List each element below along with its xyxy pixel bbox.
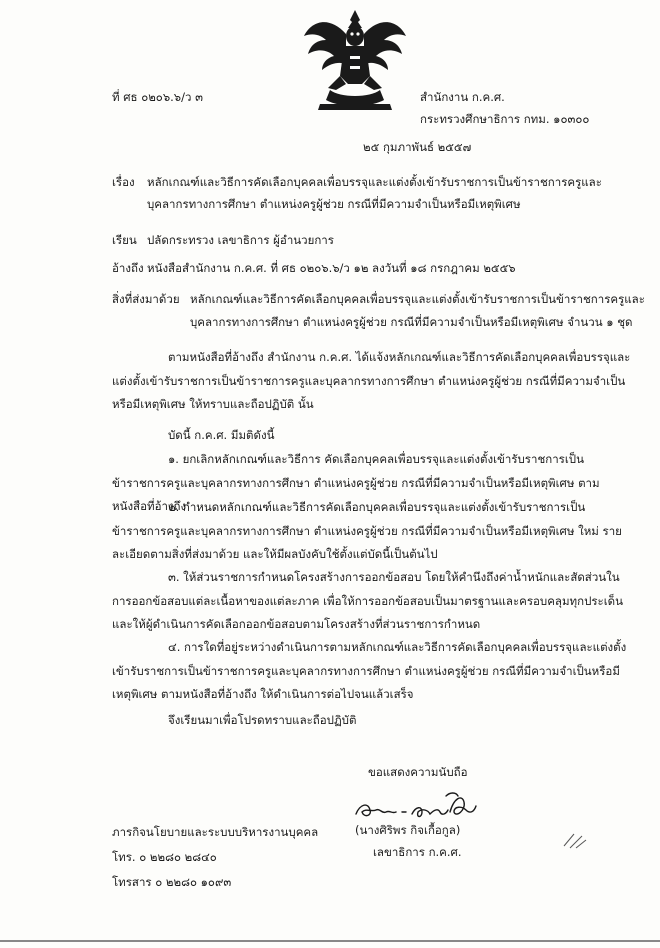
item-2-paragraph (112, 496, 632, 567)
subject-line-1: หลักเกณฑ์และวิธีการคัดเลือกบุคคลเพื่อบรรจุและแต่งตั้งเข้ารับราชการเป็นข้าราชการครูและ (147, 175, 602, 189)
scan-bottom-edge (0, 940, 660, 942)
closing-text: จึงเรียนมาเพื่อโปรดทราบและถือปฏิบัติ (168, 713, 357, 727)
footer-fax: โทรสาร ๐ ๒๒๘๐ ๑๐๙๓ (112, 875, 232, 889)
reference-label: อ้างถึง (112, 261, 144, 275)
addressee-text: ปลัดกระทรวง เลขาธิการ ผู้อำนวยการ (147, 233, 334, 247)
document-date: ๒๕ กุมภาพันธ์ ๒๕๕๗ (363, 140, 472, 154)
subject-line-2: บุคลากรทางการศึกษา ตำแหน่งครูผู้ช่วย กรณีที่มีความจำเป็นหรือมีเหตุพิเศษ (147, 197, 521, 211)
resolution-paragraph (112, 424, 632, 448)
margin-mark-icon (560, 828, 590, 852)
issuing-office: สำนักงาน ก.ค.ศ. (420, 90, 505, 104)
enclosure-line-1: หลักเกณฑ์และวิธีการคัดเลือกบุคคลเพื่อบรรจุและแต่งตั้งเข้ารับราชการเป็นข้าราชการครูและ (190, 292, 645, 306)
issuing-ministry-address: กระทรวงศึกษาธิการ กทม. ๑๐๓๐๐ (420, 112, 590, 126)
item-4-text: ๔. การใดที่อยู่ระหว่างดำเนินการตามหลักเกณฑ์และวิธีการคัดเลือกบุคคลเพื่อบรรจุและแต่งตั้งเข้ารับราชการเป็นข้าราชการครูและบุคลากรทางการศึกษา ตำแหน่งครูผู้ช่วย กรณีที่มีความจำเป็นหรือมีเหตุพิเศษ ตามหนังสือที่อ้างถึง ให้ดำเนินการต่อไปจนแล้วเสร็จ (112, 640, 627, 701)
footer-division: ภารกิจนโยบายและระบบบริหารงานบุคคล (112, 825, 319, 839)
signatory-name: (นางศิริพร กิจเกื้อกูล) (355, 823, 461, 837)
subject-label: เรื่อง (112, 175, 135, 189)
reference-number: ที่ ศธ ๐๒๐๖.๖/ว ๓ (112, 90, 203, 104)
item-3-text: ๓. ให้ส่วนราชการกำหนดโครงสร้างการออกข้อสอบ โดยให้คำนึงถึงค่าน้ำหนักและสัดส่วนในการออกข้อสอบแต่ละเนื้อหาของแต่ละภาค เพื่อให้การออกข้อสอบเป็นมาตรฐานและครอบคลุมทุกประเด็น และให้ผู้ดำเนินการคัดเลือกออกข้อสอบตามโครงสร้างที่ส่วนราชการกำหนด (112, 570, 623, 631)
addressee-label: เรียน (112, 233, 137, 247)
item-4-paragraph (112, 636, 632, 707)
item-3-paragraph (112, 566, 632, 637)
intro-text: ตามหนังสือที่อ้างถึง สำนักงาน ก.ค.ศ. ได้แจ้งหลักเกณฑ์และวิธีการคัดเลือกบุคคลเพื่อบรรจุและแต่งตั้งเข้ารับราชการเป็นข้าราชการครูและบุคลากรทางการศึกษา ตำแหน่งครูผู้ช่วย กรณีที่มีความจำเป็นหรือมีเหตุพิเศษ ให้ทราบและถือปฏิบัติ นั้น (112, 350, 631, 411)
regards-text: ขอแสดงความนับถือ (368, 765, 468, 779)
garuda-emblem-icon (300, 6, 410, 112)
enclosure-label: สิ่งที่ส่งมาด้วย (112, 292, 180, 306)
closing-paragraph (112, 709, 632, 733)
handwritten-signature-icon (350, 788, 490, 828)
item-2-text: ๒. กำหนดหลักเกณฑ์และวิธีการคัดเลือกบุคคลเพื่อบรรจุและแต่งตั้งเข้ารับราชการเป็นข้าราชการครูและบุคลากรทางการศึกษา ตำแหน่งครูผู้ช่วย กรณีที่มีความจำเป็นหรือมีเหตุพิเศษ ใหม่ รายละเอียดตามสิ่งที่ส่งมาด้วย และให้มีผลบังคับใช้ตั้งแต่บัดนี้เป็นต้นไป (112, 500, 622, 561)
intro-paragraph (112, 346, 632, 417)
signatory-position: เลขาธิการ ก.ค.ศ. (373, 845, 462, 859)
footer-phone: โทร. ๐ ๒๒๘๐ ๒๘๔๐ (112, 850, 217, 864)
enclosure-line-2: บุคลากรทางการศึกษา ตำแหน่งครูผู้ช่วย กรณีที่มีความจำเป็นหรือมีเหตุพิเศษ จำนวน ๑ ชุด (190, 315, 633, 329)
resolution-text: บัดนี้ ก.ค.ศ. มีมติดังนี้ (168, 428, 275, 442)
reference-text: หนังสือสำนักงาน ก.ค.ศ. ที่ ศธ ๐๒๐๖.๖/ว ๑๒ ลงวันที่ ๑๘ กรกฎาคม ๒๕๕๖ (147, 261, 516, 275)
item-1-text: ๑. ยกเลิกหลักเกณฑ์และวิธีการ คัดเลือกบุคคลเพื่อบรรจุและแต่งตั้งเข้ารับราชการเป็นข้าราชการครูและบุคลากรทางการศึกษา ตำแหน่งครูผู้ช่วย กรณีที่มีความจำเป็นหรือมีเหตุพิเศษ ตามหนังสือที่อ้างถึง (112, 452, 600, 513)
